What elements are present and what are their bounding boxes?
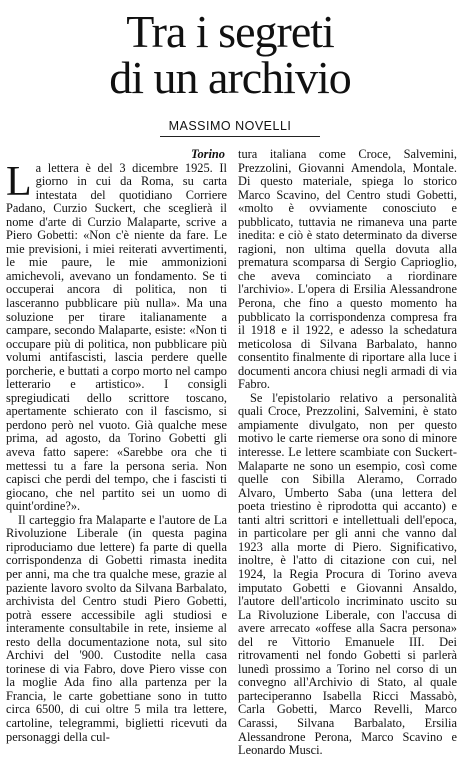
title-line-1: Tra i segreti xyxy=(126,6,334,57)
paragraph-3: tura italiana come Croce, Salvemini, Prezzolini, Giovanni Amendola, Montale. Di questo materiale, spiega lo storico Marco Scavino, del Centro studi Gobetti, «molto è ovviamente conosciuto e pubblicato, tuttavia ne rimaneva una parte inedita: e ciò è stato determinato da diverse ragioni, non ultima quella dovuta alla prematura scomparsa di Sergio Caprioglio, che aveva cominciato a riordinare l'archivio». L'opera di Ersilia Alessandrone Perona, che fino a questo momento ha pubblicato la corrispondenza compresa fra il 1918 e il 1922, e adesso la schedatura meticolosa di Silvana Barbalato, hanno consentito finalmente di riportare alla luce i documenti ancora chiusi negli armadi di via Fabro. xyxy=(238,147,457,392)
column-right xyxy=(238,148,457,758)
paragraph-1-text: a lettera è del 3 dicembre 1925. Il giorno in cui da Roma, su carta intestata del quotidiano Corriere Padano, Curzio Suckert, che sceglierà il nome d'arte di Curzio Malaparte, scrive a Piero Gobetti: «Non c'è niente da fare. Le mie previsioni, i miei reiterati avvertimenti, le mie paure, le mie ammonizioni amichevoli, avevano un fondamento. Se ti occuperai ancora di politica, non ti lasceranno pubblicare più nulla». Ma una soluzione per tirare italianamente a campare, secondo Malaparte, esiste: «Non ti occupare più di politica, non pubblicare più volumi antifascisti, lascia perdere quelle porcherie, e buttati a corpo morto nel campo letterario e artistico». I consigli spregiudicati dello scrittore toscano, apertamente schierato con il fascismo, si perdono però nel vuoto. Già qualche mese prima, ad agosto, da Torino Gobetti gli aveva fatto sapere: «Sarebbe ora che ti mettessi tu a fare la persona seria. Non capisci che perdi del tempo, che i fascisti ti giocano, che nel partito sei un uomo di quint'ordine?». xyxy=(6,160,227,514)
byline-rule xyxy=(160,136,320,137)
drop-cap: L xyxy=(6,158,32,205)
column-divider xyxy=(231,148,232,636)
dateline: Torino xyxy=(191,147,225,161)
title-line-2: di un archivio xyxy=(109,52,351,103)
paragraph-4: Se l'epistolario relativo a personalità quali Croce, Prezzolini, Salvemini, è stato ampiamente divulgato, non per questo motivo le carte riemerse ora sono di minore interesse. Le lettere scambiate con Suckert-Malaparte ne sono un esempio, così come quelle con Sibilla Aleramo, Corrado Alvaro, Umberto Saba (una lettera del poeta triestino è riprodotta qui accanto) e tanti altri scrittori e intellettuali dell'epoca, in particolare per gli anni che vanno dal 1923 alla morte di Piero. Significativo, inoltre, è l'atto di citazione con cui, nel 1924, la Regia Procura di Torino aveva imputato Gobetti e Giovanni Ansaldo, l'autore dell'articolo incriminato uscito su La Rivoluzione Liberale, con l'accusa di avere arrecato «offese alla Sacra persona» del re Vittorio Emanuele III. Dei ritrovamenti nel fondo Gobetti si parlerà lunedì prossimo a Torino nel corso di un convegno all'Archivio di Stato, al quale parteciperanno Isabella Ricci Massabò, Carla Gobetti, Marco Revelli, Marco Carassi, Silvana Barbalato, Ersilia Alessandrone Perona, Marco Scavino e Leonardo Musci. xyxy=(238,390,457,758)
paragraph-2: Il carteggio fra Malaparte e l'autore de La Rivoluzione Liberale (in questa pagina riproduciamo due lettere) fa parte di quella corrispondenza di Gobetti rimasta inedita per anni, ma che tra qualche mese, grazie al paziente lavoro svolto da Silvana Barbalato, archivista del Centro studi Piero Gobetti, potrà essere accessibile agli studiosi e interamente consultabile in rete, insieme al resto della documentazione nota, sul sito Archivi del '900. Custodite nella casa torinese di via Fabro, dove Piero visse con la moglie Ada fino alla partenza per la Francia, le carte gobettiane sono in tutto circa 6500, di cui oltre 5 mila tra lettere, cartoline, telegrammi, biglietti ricevuti da personaggi della cul- xyxy=(6,512,227,744)
author-byline: MASSIMO NOVELLI xyxy=(168,119,292,133)
paragraph-1 xyxy=(6,158,227,514)
column-left xyxy=(6,148,227,744)
